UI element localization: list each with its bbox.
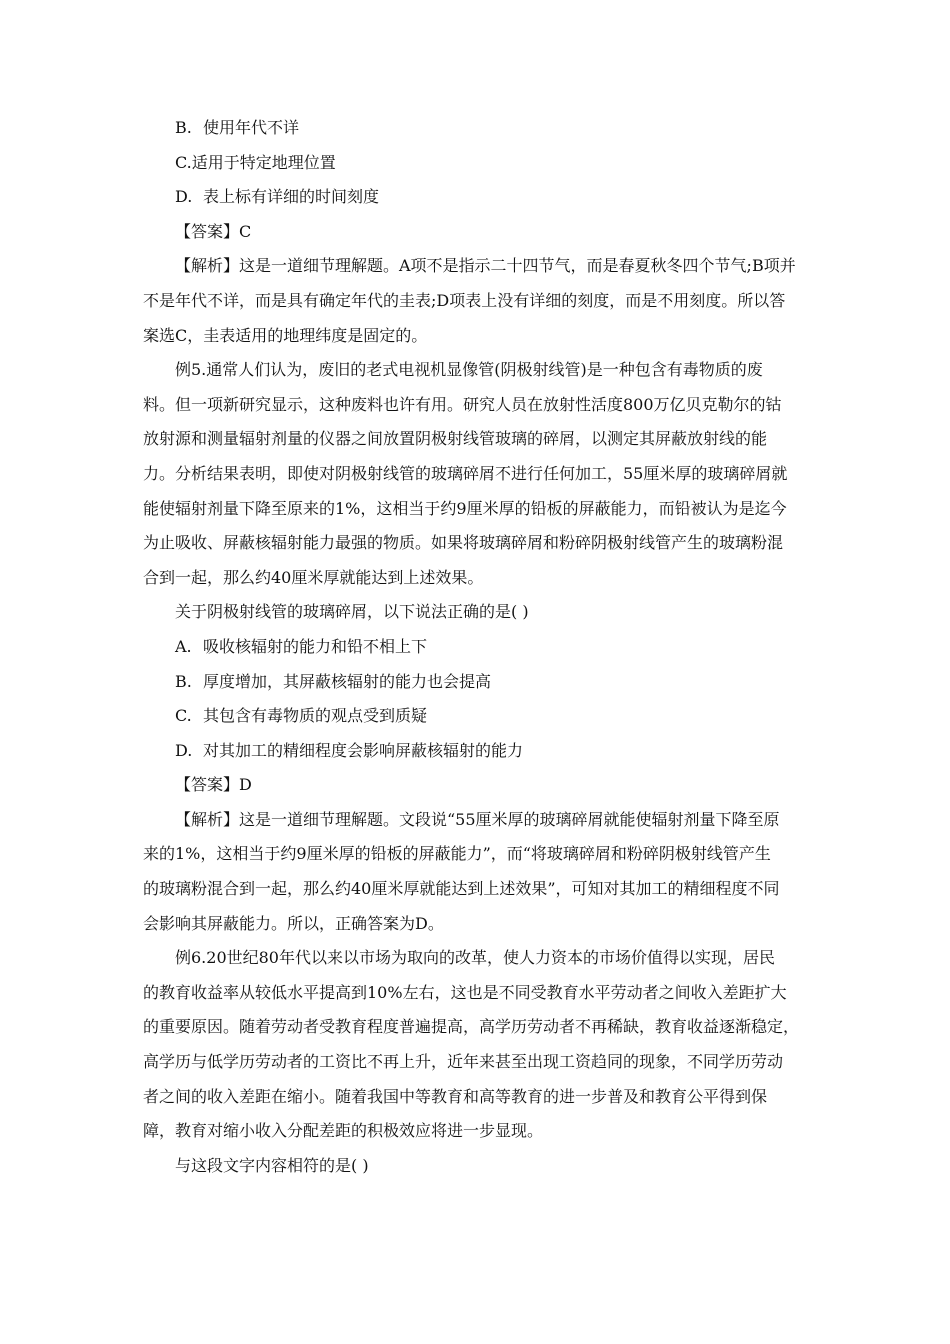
ex4-answer: 【答案】C — [175, 221, 252, 241]
analysis-line: 案选C，圭表适用的地理纬度是固定的。 — [143, 325, 428, 345]
ex5-analysis — [143, 803, 810, 941]
passage-line: 例5.通常人们认为，废旧的老式电视机显像管(阴极射线管)是一种包含有毒物质的废 — [175, 360, 763, 380]
passage-line: 力。分析结果表明，即使对阴极射线管的玻璃碎屑不进行任何加工，55厘米厚的玻璃碎屑就 — [143, 463, 788, 483]
analysis-line: 会影响其屏蔽能力。所以，正确答案为D。 — [143, 913, 444, 933]
passage-line: 障，教育对缩小收入分配差距的积极效应将进一步显现。 — [143, 1121, 544, 1141]
ex6-question: 与这段文字内容相符的是( ) — [175, 1155, 369, 1175]
passage-line: 的教育收益率从较低水平提高到10%左右，这也是不同受教育水平劳动者之间收入差距扩大 — [143, 982, 787, 1002]
ex5-option-d: D. 对其加工的精细程度会影响屏蔽核辐射的能力 — [175, 740, 524, 760]
ex6-passage — [143, 941, 810, 1149]
passage-line: 高学历与低学历劳动者的工资比不再上升，近年来甚至出现工资趋同的现象，不同学历劳动 — [143, 1052, 784, 1072]
analysis-line: 不是年代不详，而是具有确定年代的圭表;D项表上没有详细的刻度，而是不用刻度。所以答 — [143, 290, 786, 310]
analysis-line: 的玻璃粉混合到一起，那么约40厘米厚就能达到上述效果”，可知对其加工的精细程度不同 — [143, 879, 780, 899]
passage-line: 的重要原因。随着劳动者受教育程度普遍提高，高学历劳动者不再稀缺，教育收益逐渐稳定， — [143, 1017, 800, 1037]
ex4-option-b: B. 使用年代不详 — [175, 118, 300, 137]
analysis-line: 来的1%，这相当于约9厘米厚的铅板的屏蔽能力”，而“将玻璃碎屑和粉碎阴极射线管产生 — [143, 844, 771, 864]
passage-line: 为止吸收、屏蔽核辐射能力最强的物质。如果将玻璃碎屑和粉碎阴极射线管产生的玻璃粉混 — [143, 533, 784, 553]
passage-line: 例6.20世纪80年代以来以市场为取向的改革，使人力资本的市场价值得以实现，居民 — [175, 948, 775, 968]
ex4-option-d: D. 表上标有详细的时间刻度 — [175, 187, 380, 207]
passage-line: 者之间的收入差距在缩小。随着我国中等教育和高等教育的进一步普及和教育公平得到保 — [143, 1086, 768, 1106]
ex5-option-c: C. 其包含有毒物质的观点受到质疑 — [175, 706, 428, 726]
ex4-analysis — [143, 249, 810, 353]
ex5-passage — [143, 353, 810, 595]
analysis-line: 【解析】这是一道细节理解题。A项不是指示二十四节气，而是春夏秋冬四个节气;B项并 — [175, 256, 796, 276]
ex5-question: 关于阴极射线管的玻璃碎屑，以下说法正确的是( ) — [175, 602, 529, 622]
passage-line: 合到一起，那么约40厘米厚就能达到上述效果。 — [143, 567, 484, 587]
passage-line: 放射源和测量辐射剂量的仪器之间放置阴极射线管玻璃的碎屑，以测定其屏蔽放射线的能 — [143, 429, 768, 449]
ex5-option-b: B. 厚度增加，其屏蔽核辐射的能力也会提高 — [175, 671, 492, 691]
passage-line: 料。但一项新研究显示，这种废料也许有用。研究人员在放射性活度800万亿贝克勒尔的钴 — [143, 394, 782, 414]
analysis-line: 【解析】这是一道细节理解题。文段说“55厘米厚的玻璃碎屑就能使辐射剂量下降至原 — [175, 809, 780, 829]
ex4-option-c: C.适用于特定地理位置 — [175, 152, 336, 172]
ex5-option-a: A. 吸收核辐射的能力和铅不相上下 — [175, 636, 428, 656]
document-page — [143, 111, 810, 1183]
passage-line: 能使辐射剂量下降至原来的1%，这相当于约9厘米厚的铅板的屏蔽能力，而铅被认为是迄今 — [143, 498, 787, 518]
ex5-answer: 【答案】D — [175, 775, 252, 795]
